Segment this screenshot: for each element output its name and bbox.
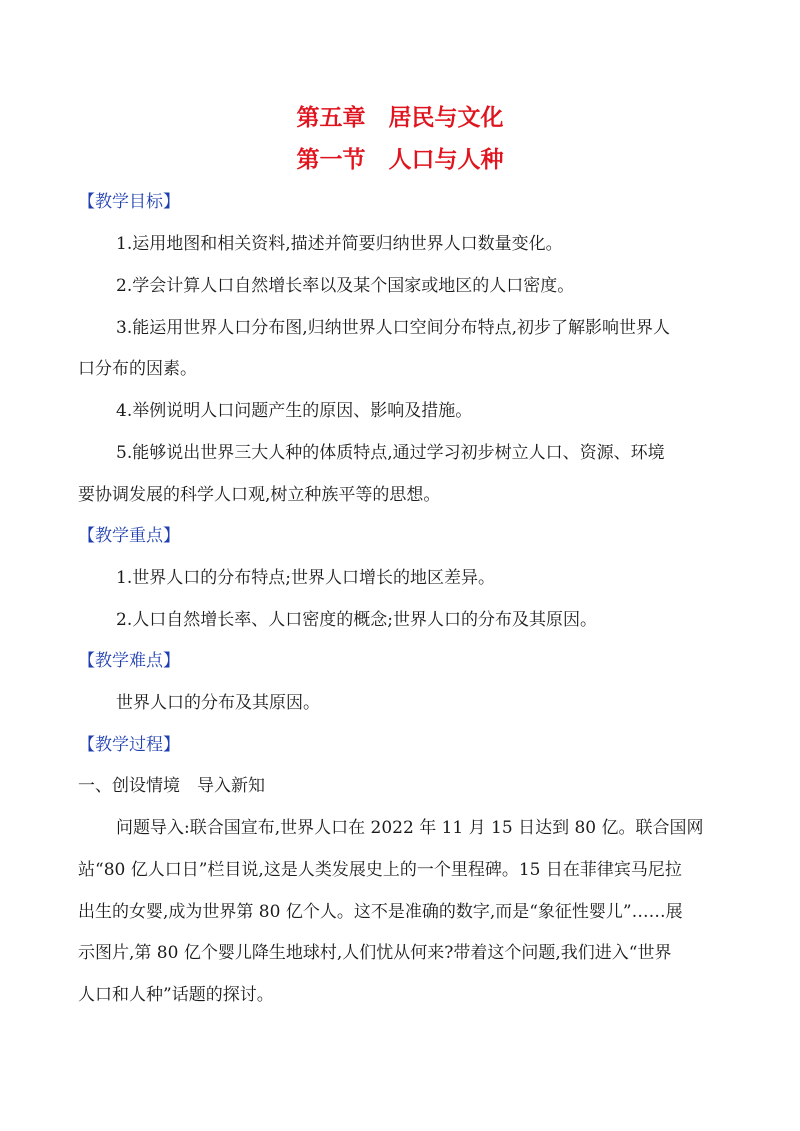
objective-item-4: 4.举例说明人口问题产生的原因、影响及措施。 bbox=[116, 401, 473, 421]
key-point-2: 2.人口自然增长率、人口密度的概念;世界人口的分布及其原因。 bbox=[116, 610, 597, 630]
difficulty-1: 世界人口的分布及其原因。 bbox=[116, 693, 320, 713]
objective-item-3-line-2: 口分布的因素。 bbox=[78, 359, 197, 379]
process-paragraph-line-1: 问题导入:联合国宣布,世界人口在 2022 年 11 月 15 日达到 80 亿。联合国网 bbox=[116, 818, 704, 838]
process-paragraph-line-5: 人口和人种”话题的探讨。 bbox=[78, 985, 274, 1005]
objective-item-2: 2.学会计算人口自然增长率以及某个国家或地区的人口密度。 bbox=[116, 276, 575, 296]
objectives-label: 【教学目标】 bbox=[78, 192, 180, 212]
section-title: 第一节 人口与人种 bbox=[296, 147, 504, 173]
key-points-label: 【教学重点】 bbox=[78, 526, 180, 546]
objective-item-3-line-1: 3.能运用世界人口分布图,归纳世界人口空间分布特点,初步了解影响世界人 bbox=[116, 318, 671, 338]
process-heading: 一、创设情境 导入新知 bbox=[78, 776, 265, 796]
objective-item-5-line-1: 5.能够说出世界三大人种的体质特点,通过学习初步树立人口、资源、环境 bbox=[116, 443, 665, 463]
key-point-1: 1.世界人口的分布特点;世界人口增长的地区差异。 bbox=[116, 568, 495, 588]
difficulties-label: 【教学难点】 bbox=[78, 651, 180, 671]
objective-item-1: 1.运用地图和相关资料,描述并简要归纳世界人口数量变化。 bbox=[116, 234, 563, 254]
objective-item-5-line-2: 要协调发展的科学人口观,树立种族平等的思想。 bbox=[78, 485, 441, 505]
process-paragraph-line-3: 出生的女婴,成为世界第 80 亿个人。这不是准确的数字,而是“象征性婴儿”……展 bbox=[78, 902, 683, 922]
chapter-title: 第五章 居民与文化 bbox=[296, 105, 504, 131]
process-paragraph-line-2: 站“80 亿人口日”栏目说,这是人类发展史上的一个里程碑。15 日在菲律宾马尼拉 bbox=[78, 860, 682, 880]
process-label: 【教学过程】 bbox=[78, 735, 180, 755]
process-paragraph-line-4: 示图片,第 80 亿个婴儿降生地球村,人们忧从何来?带着这个问题,我们进入“世界 bbox=[78, 943, 672, 963]
